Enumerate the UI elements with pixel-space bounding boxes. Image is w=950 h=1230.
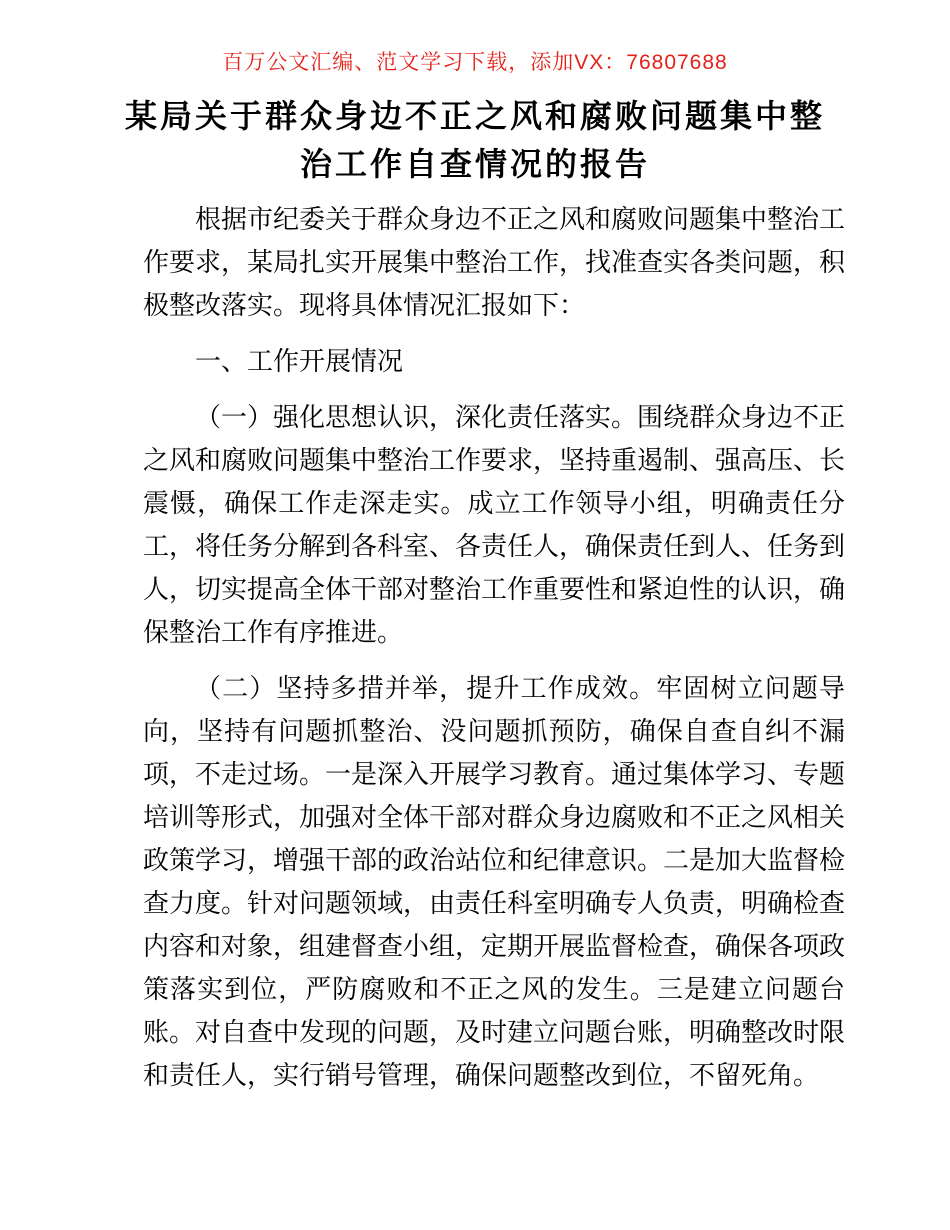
document-title: 某局关于群众身边不正之风和腐败问题集中整治工作自查情况的报告 [124, 98, 825, 182]
paragraph-intro: 根据市纪委关于群众身边不正之风和腐败问题集中整治工作要求，某局扎实开展集中整治工作，找准查实各类问题，积极整改落实。现将具体情况汇报如下： [143, 204, 846, 320]
section-heading: 一、工作开展情况 [195, 346, 404, 376]
document-body [143, 198, 845, 1097]
watermark-text: 百万公文汇编、范文学习下载，添加VX：76807688 [222, 51, 728, 74]
paragraph-section-2: （二）坚持多措并举，提升工作成效。牢固树立问题导向，坚持有问题抓整治、没问题抓预防，确保自查自纠不漏项，不走过场。一是深入开展学习教育。通过集体学习、专题培训等形式，加强对全体干部对群众身边腐败和不正之风相关政策学习，增强干部的政治站位和纪律意识。二是加大监督检查力度。针对问题领域，由责任科室明确专人负责，明确检查内容和对象，组建督查小组，定期开展监督检查，确保各项政策落实到位，严防腐败和不正之风的发生。三是建立问题台账。对自查中发现的问题，及时建立问题台账，明确整改时限和责任人，实行销号管理，确保问题整改到位，不留死角。 [143, 673, 846, 1090]
paragraph-section-1: （一）强化思想认识，深化责任落实。围绕群众身边不正之风和腐败问题集中整治工作要求，坚持重遏制、强高压、长震慑，确保工作走深走实。成立工作领导小组，明确责任分工，将任务分解到各科室、各责任人，确保责任到人、任务到人，切实提高全体干部对整治工作重要性和紧迫性的认识，确保整治工作有序推进。 [143, 402, 846, 647]
